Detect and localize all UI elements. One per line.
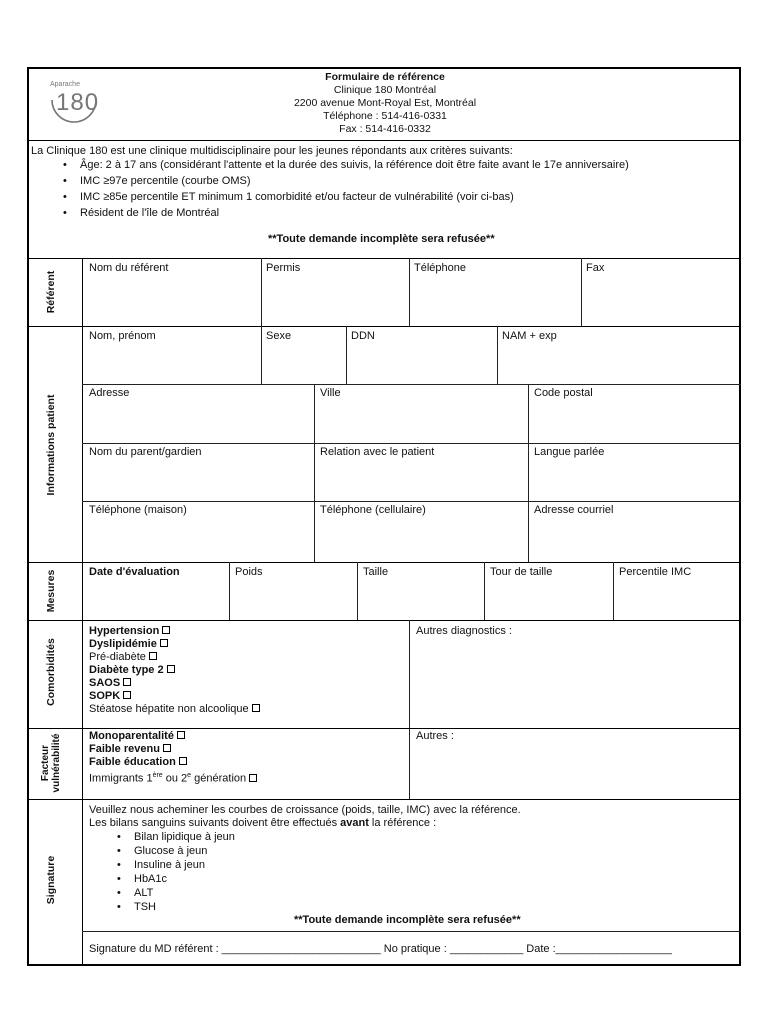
text-part: Les bilans sanguins suivants doivent être effectués [89, 817, 341, 829]
checkbox-faible-revenu[interactable] [89, 743, 171, 756]
checkbox-icon[interactable] [123, 691, 131, 699]
field-permis: Permis [266, 262, 301, 274]
input-permis[interactable] [263, 276, 408, 324]
field-tour-de-taille: Tour de taille [490, 566, 553, 578]
field-relation-patient: Relation avec le patient [320, 446, 435, 458]
field-date-evaluation: Date d'évaluation [89, 566, 180, 578]
input-parent-gardien[interactable] [84, 460, 313, 500]
clinic-address: 2200 avenue Mont-Royal Est, Montréal [293, 97, 477, 109]
input-fax-referent[interactable] [583, 276, 739, 324]
form-title: Formulaire de référence [325, 71, 445, 83]
criteria-intro: La Clinique 180 est une clinique multidisciplinaire pour les jeunes répondants aux critères suivants: [31, 145, 513, 157]
field-taille: Taille [363, 566, 389, 578]
checkbox-label: Dyslipidémie [89, 638, 157, 650]
checkbox-faible-education[interactable] [89, 756, 187, 769]
input-adresse[interactable] [84, 401, 313, 441]
checkbox-icon[interactable] [149, 652, 157, 660]
checkbox-label: Diabète type 2 [89, 664, 164, 676]
checkbox-icon[interactable] [160, 639, 168, 647]
input-percentile-imc[interactable] [615, 580, 739, 618]
input-telephone-referent[interactable] [411, 276, 580, 324]
checkbox-icon[interactable] [179, 757, 187, 765]
section-label-line: vulnérabilité [51, 733, 62, 793]
checkbox-icon[interactable] [177, 731, 185, 739]
checkbox-label: Faible revenu [89, 743, 160, 755]
input-ddn[interactable] [348, 344, 496, 382]
input-autres-diagnostics[interactable] [411, 640, 739, 726]
checkbox-dyslipidemie[interactable] [89, 638, 168, 651]
field-fax-referent: Fax [586, 262, 605, 274]
checkbox-label: ou 2 [162, 772, 188, 785]
section-label-comorbidites: Comorbidités [45, 638, 57, 706]
logo-top-text: Aparache [50, 81, 80, 88]
blood-test-item: • Bilan lipidique à jeun [134, 831, 235, 844]
section-label-signature: Signature [45, 855, 57, 905]
checkbox-label: SOPK [89, 690, 121, 702]
input-nom-referent[interactable] [84, 276, 260, 324]
input-poids[interactable] [231, 580, 356, 618]
signature-instructions: Veuillez nous acheminer les courbes de croissance (poids, taille, IMC) avec la référence. [89, 804, 521, 816]
checkbox-label: Stéatose hépatite non alcoolique [89, 703, 249, 715]
field-telephone-cellulaire: Téléphone (cellulaire) [320, 504, 426, 516]
checkbox-label: SAOS [89, 677, 121, 689]
field-autres-diagnostics: Autres diagnostics : [416, 625, 512, 637]
checkbox-steatose[interactable] [89, 703, 260, 716]
section-label-patient: Informations patient [45, 394, 57, 496]
checkbox-saos[interactable] [89, 677, 131, 690]
input-nom-prenom[interactable] [84, 344, 260, 382]
field-nam-exp: NAM + exp [502, 330, 557, 342]
superscript: ère [152, 772, 163, 779]
field-poids: Poids [235, 566, 263, 578]
checkbox-icon[interactable] [249, 774, 257, 782]
checkbox-label: Immigrants 1 [89, 772, 153, 785]
checkbox-label: Monoparentalité [89, 730, 174, 742]
field-adresse: Adresse [89, 387, 130, 399]
input-taille[interactable] [359, 580, 483, 618]
checkbox-immigrants[interactable] [89, 769, 257, 786]
checkbox-icon[interactable] [162, 626, 170, 634]
criteria-item: • Résident de l'île de Montréal [80, 207, 219, 220]
input-telephone-maison[interactable] [84, 518, 313, 560]
text-part: la référence : [368, 817, 437, 829]
input-telephone-cellulaire[interactable] [316, 518, 527, 560]
section-label-vulnerabilite [40, 734, 62, 793]
checkbox-label: génération [191, 772, 247, 785]
input-code-postal[interactable] [530, 401, 739, 441]
field-ddn: DDN [351, 330, 375, 342]
checkbox-label: Faible éducation [89, 756, 176, 768]
input-ville[interactable] [316, 401, 527, 441]
field-parent-gardien: Nom du parent/gardien [89, 446, 202, 458]
text-emphasis: avant [340, 817, 369, 829]
field-adresse-courriel: Adresse courriel [534, 504, 614, 516]
criteria-item: • IMC ≥85e percentile ET minimum 1 comorbidité et/ou facteur de vulnérabilité (voir ci-bas) [80, 191, 514, 204]
blood-test-item: • TSH [134, 901, 156, 914]
criteria-warning: **Toute demande incomplète sera refusée** [268, 233, 495, 245]
field-langue-parlee: Langue parlée [534, 446, 605, 458]
field-sexe: Sexe [266, 330, 292, 342]
input-langue-parlee[interactable] [530, 460, 739, 500]
clinic-name: Clinique 180 Montréal [333, 84, 437, 96]
checkbox-hypertension[interactable] [89, 625, 170, 638]
field-telephone-maison: Téléphone (maison) [89, 504, 187, 516]
field-telephone-referent: Téléphone [414, 262, 466, 274]
criteria-item: • IMC ≥97e percentile (courbe OMS) [80, 175, 251, 188]
field-percentile-imc: Percentile IMC [619, 566, 692, 578]
checkbox-icon[interactable] [163, 744, 171, 752]
checkbox-label: Pré-diabète [89, 651, 146, 663]
blood-test-item: • HbA1c [134, 873, 167, 886]
label-column-divider [82, 258, 83, 966]
superscript: e [187, 772, 192, 779]
logo-number: 180 [56, 89, 100, 116]
checkbox-label: Hypertension [89, 625, 160, 637]
signature-blood-tests-intro [89, 817, 436, 830]
clinic-fax: Fax : 514-416-0332 [339, 123, 431, 135]
blood-test-item: • ALT [134, 887, 153, 900]
checkbox-sopk[interactable] [89, 690, 131, 703]
section-label-line: Facteur [40, 744, 51, 782]
section-label-referent: Référent [45, 270, 57, 314]
signature-warning: **Toute demande incomplète sera refusée** [294, 914, 521, 926]
input-nam-exp[interactable] [499, 344, 739, 382]
checkbox-icon[interactable] [167, 665, 175, 673]
input-relation-patient[interactable] [316, 460, 527, 500]
input-autres-vulnerabilite[interactable] [411, 745, 739, 797]
checkbox-icon[interactable] [252, 704, 260, 712]
section-label-mesures: Mesures [45, 569, 57, 613]
input-date-evaluation[interactable] [84, 580, 228, 618]
input-adresse-courriel[interactable] [530, 518, 739, 560]
field-nom-referent: Nom du référent [89, 262, 169, 274]
field-nom-prenom: Nom, prénom [89, 330, 156, 342]
checkbox-icon[interactable] [123, 678, 131, 686]
checkbox-pre-diabete[interactable] [89, 651, 157, 664]
clinic-phone: Téléphone : 514-416-0331 [323, 110, 447, 122]
checkbox-monoparentalite[interactable] [89, 730, 185, 743]
field-autres-vulnerabilite: Autres : [416, 730, 454, 742]
field-ville: Ville [320, 387, 341, 399]
checkbox-diabete-type-2[interactable] [89, 664, 175, 677]
input-tour-de-taille[interactable] [486, 580, 612, 618]
input-sexe[interactable] [263, 344, 345, 382]
field-code-postal: Code postal [534, 387, 593, 399]
criteria-item: • Âge: 2 à 17 ans (considérant l'attente et la durée des suivis, la référence doit être faite avant le 17e anniversaire) [80, 159, 629, 172]
divider [27, 258, 741, 259]
blood-test-item: • Glucose à jeun [134, 845, 207, 858]
signature-footer-line[interactable]: Signature du MD référent : __________________________ No pratique : ____________ Date :___________________ [89, 943, 672, 955]
divider [27, 140, 741, 141]
blood-test-item: • Insuline à jeun [134, 859, 205, 872]
